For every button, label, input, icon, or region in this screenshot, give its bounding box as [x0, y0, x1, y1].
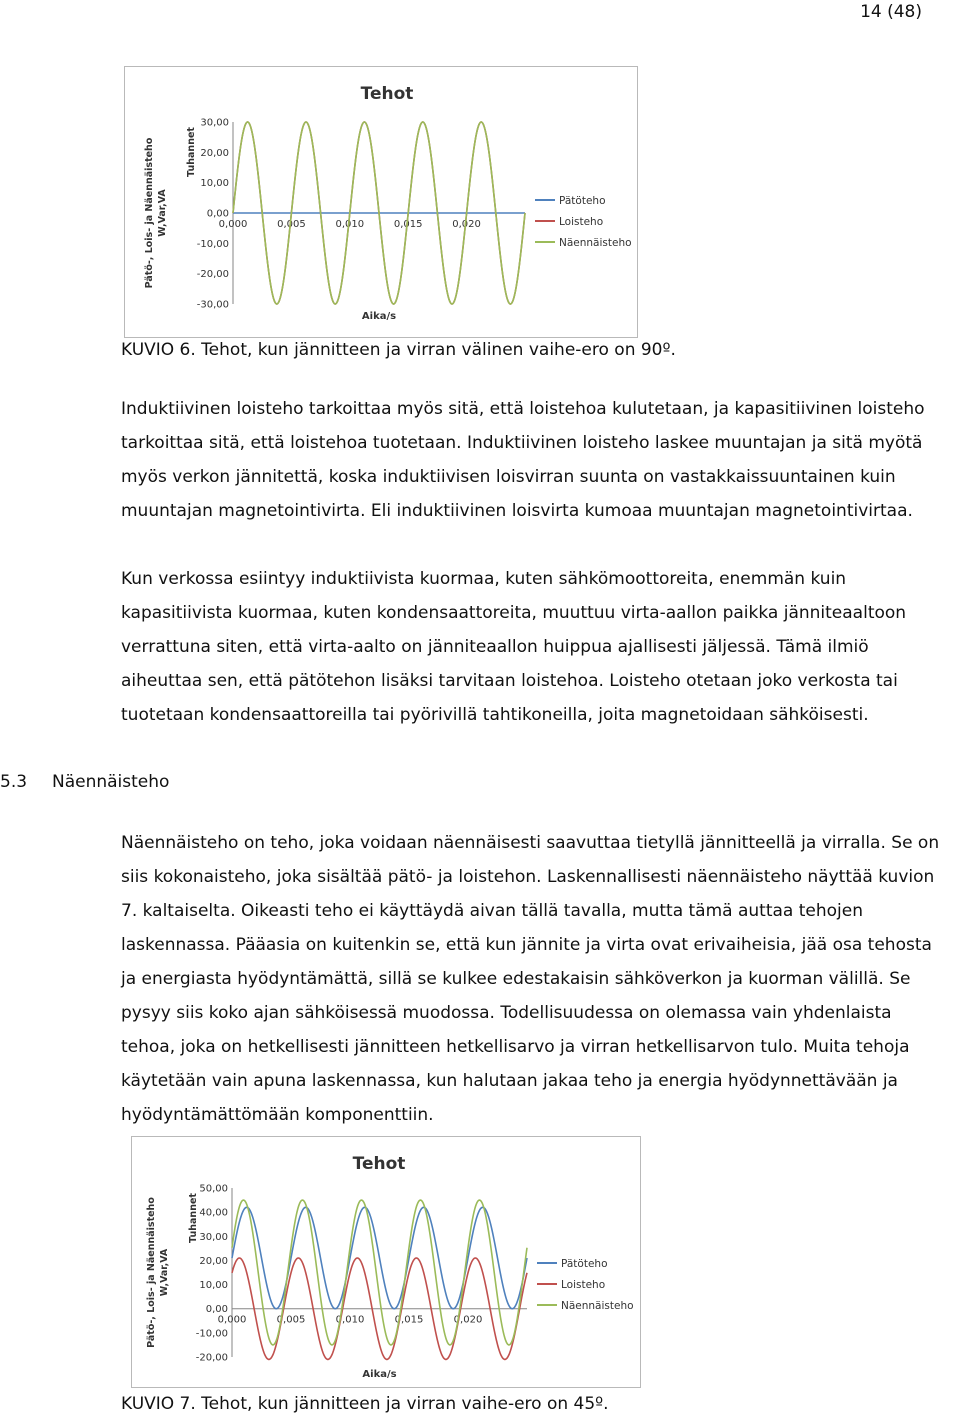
- section-number: 5.3: [0, 772, 28, 792]
- legend-label: Pätöteho: [561, 1258, 608, 1270]
- legend-label: Näennäisteho: [561, 1300, 634, 1312]
- y-tick-label: -10,00: [196, 238, 229, 250]
- paragraph-2: Kun verkossa esiintyy induktiivista kuormaa, kuten sähkömoottoreita, enemmän kuin kapasitiivista kuormaa, kuten kondensaattoreita, muuttuu virta-aallon paikka jänniteaaltoon verrattuna siten, että virta-aalto on jänniteaallon huippua ajallisesti jäljessä. Tämä ilmiö aiheuttaa sen, että pätötehon lisäksi tarvitaan loistehoa. Loisteho otetaan joko verkosta tai tuotetaan kondensaattoreilla tai pyörivillä tahtikoneilla, joita magnetoidaan sähköisesti.: [121, 569, 907, 725]
- legend-label: Pätöteho: [559, 195, 606, 207]
- chart-title: Tehot: [352, 1154, 406, 1174]
- y-tick-label: -20,00: [196, 269, 229, 281]
- y-tick-label: 10,00: [200, 178, 229, 190]
- chart-ylabel-units: W,Var,VA: [157, 189, 168, 237]
- x-tick-label: 0,005: [277, 219, 306, 230]
- section-title: Näennäisteho: [52, 772, 170, 792]
- y-tick-label: 30,00: [199, 1231, 228, 1243]
- x-tick-label: 0,020: [452, 219, 481, 230]
- figure-7-chart: [131, 1136, 641, 1388]
- x-tick-label: 0,015: [394, 1314, 424, 1326]
- y-tick-label: 30,00: [200, 117, 229, 129]
- y-tick-label: 0,00: [206, 208, 229, 220]
- y-tick-label: 10,00: [199, 1280, 228, 1292]
- chart-ylabel: Pätö-, Lois- ja Näennäisteho: [146, 1197, 157, 1348]
- chart-ylabel-units: W,Var,VA: [159, 1248, 170, 1297]
- chart-title: Tehot: [360, 84, 414, 104]
- paragraph-3: Näennäisteho on teho, joka voidaan näennäisesti saavuttaa tietyllä jännitteellä ja virralla. Se on siis kokonaisteho, joka sisältää pätö- ja loistehon. Laskennallisesti näennäisteho näyttää kuvion 7. kaltaiselta. Oikeasti teho ei käyttäydä aivan tällä tavalla, mutta tämä auttaa tehojen laskennassa. Pääasia on kuitenkin se, että kun jännite ja virta ovat erivaiheisia, jää osa tehosta ja energiasta hyödyntämättä, sillä se kulkee edestakaisin sähköverkon ja kuorman välillä. Se pysyy siis koko ajan sähköisessä muodossa. Todellisuudessa on olemassa vain yhdenlaista tehoa, joka on hetkellisesti jännitteen hetkellisarvo ja virran hetkellisarvon tulo. Muita tehoja käytetään vain apuna laskennassa, kun halutaan jakaa teho ja energia hyödynnettävään ja hyödyntämättömään komponenttiin.: [121, 833, 940, 1125]
- y-tick-label: 0,00: [205, 1304, 228, 1316]
- chart-ylabel-scale: Tuhannet: [188, 1193, 199, 1243]
- chart-svg-7: [132, 1137, 640, 1387]
- figure-7-caption: KUVIO 7. Tehot, kun jännitteen ja virran vaihe-ero on 45º.: [121, 1394, 609, 1414]
- y-tick-label: -10,00: [195, 1328, 228, 1340]
- y-tick-label: 40,00: [199, 1207, 228, 1219]
- chart-ylabel-scale: Tuhannet: [186, 127, 197, 177]
- x-tick-label: 0,000: [218, 219, 248, 230]
- figure-6-chart: [124, 66, 638, 338]
- x-tick-label: 0,010: [335, 1314, 365, 1326]
- figure-6-caption: KUVIO 6. Tehot, kun jännitteen ja virran välinen vaihe-ero on 90º.: [121, 340, 676, 360]
- legend-label: Näennäisteho: [559, 237, 632, 249]
- chart-ylabel: Pätö-, Lois- ja Näennäisteho: [144, 137, 155, 289]
- legend-label: Loisteho: [561, 1279, 606, 1291]
- x-tick-label: 0,000: [217, 1314, 247, 1326]
- x-tick-label: 0,010: [335, 219, 365, 230]
- page-number: 14 (48): [860, 2, 922, 22]
- y-tick-label: 50,00: [199, 1183, 228, 1195]
- x-tick-label: 0,020: [453, 1314, 483, 1326]
- y-tick-label: 20,00: [200, 147, 229, 159]
- legend-label: Loisteho: [559, 216, 604, 228]
- x-tick-label: 0,015: [393, 219, 423, 230]
- chart-xlabel: Aika/s: [361, 311, 397, 322]
- y-tick-label: -30,00: [196, 299, 229, 311]
- y-tick-label: 20,00: [199, 1255, 228, 1267]
- section-heading: [0, 772, 169, 792]
- paragraph-1: Induktiivinen loisteho tarkoittaa myös sitä, että loistehoa kulutetaan, ja kapasitiivinen loisteho tarkoittaa sitä, että loistehoa tuotetaan. Induktiivinen loisteho laskee muuntajan ja sitä myötä myös verkon jännitettä, koska induktiivisen loisvirran suunta on vastakkaissuuntainen kuin muuntajan magnetointivirta. Eli induktiivinen loisvirta kumoaa muuntajan magnetointivirtaa.: [121, 399, 925, 521]
- chart-svg-6: [125, 67, 637, 337]
- y-tick-label: -20,00: [195, 1352, 228, 1364]
- x-tick-label: 0,005: [276, 1314, 306, 1326]
- chart-xlabel: Aika/s: [362, 1369, 397, 1380]
